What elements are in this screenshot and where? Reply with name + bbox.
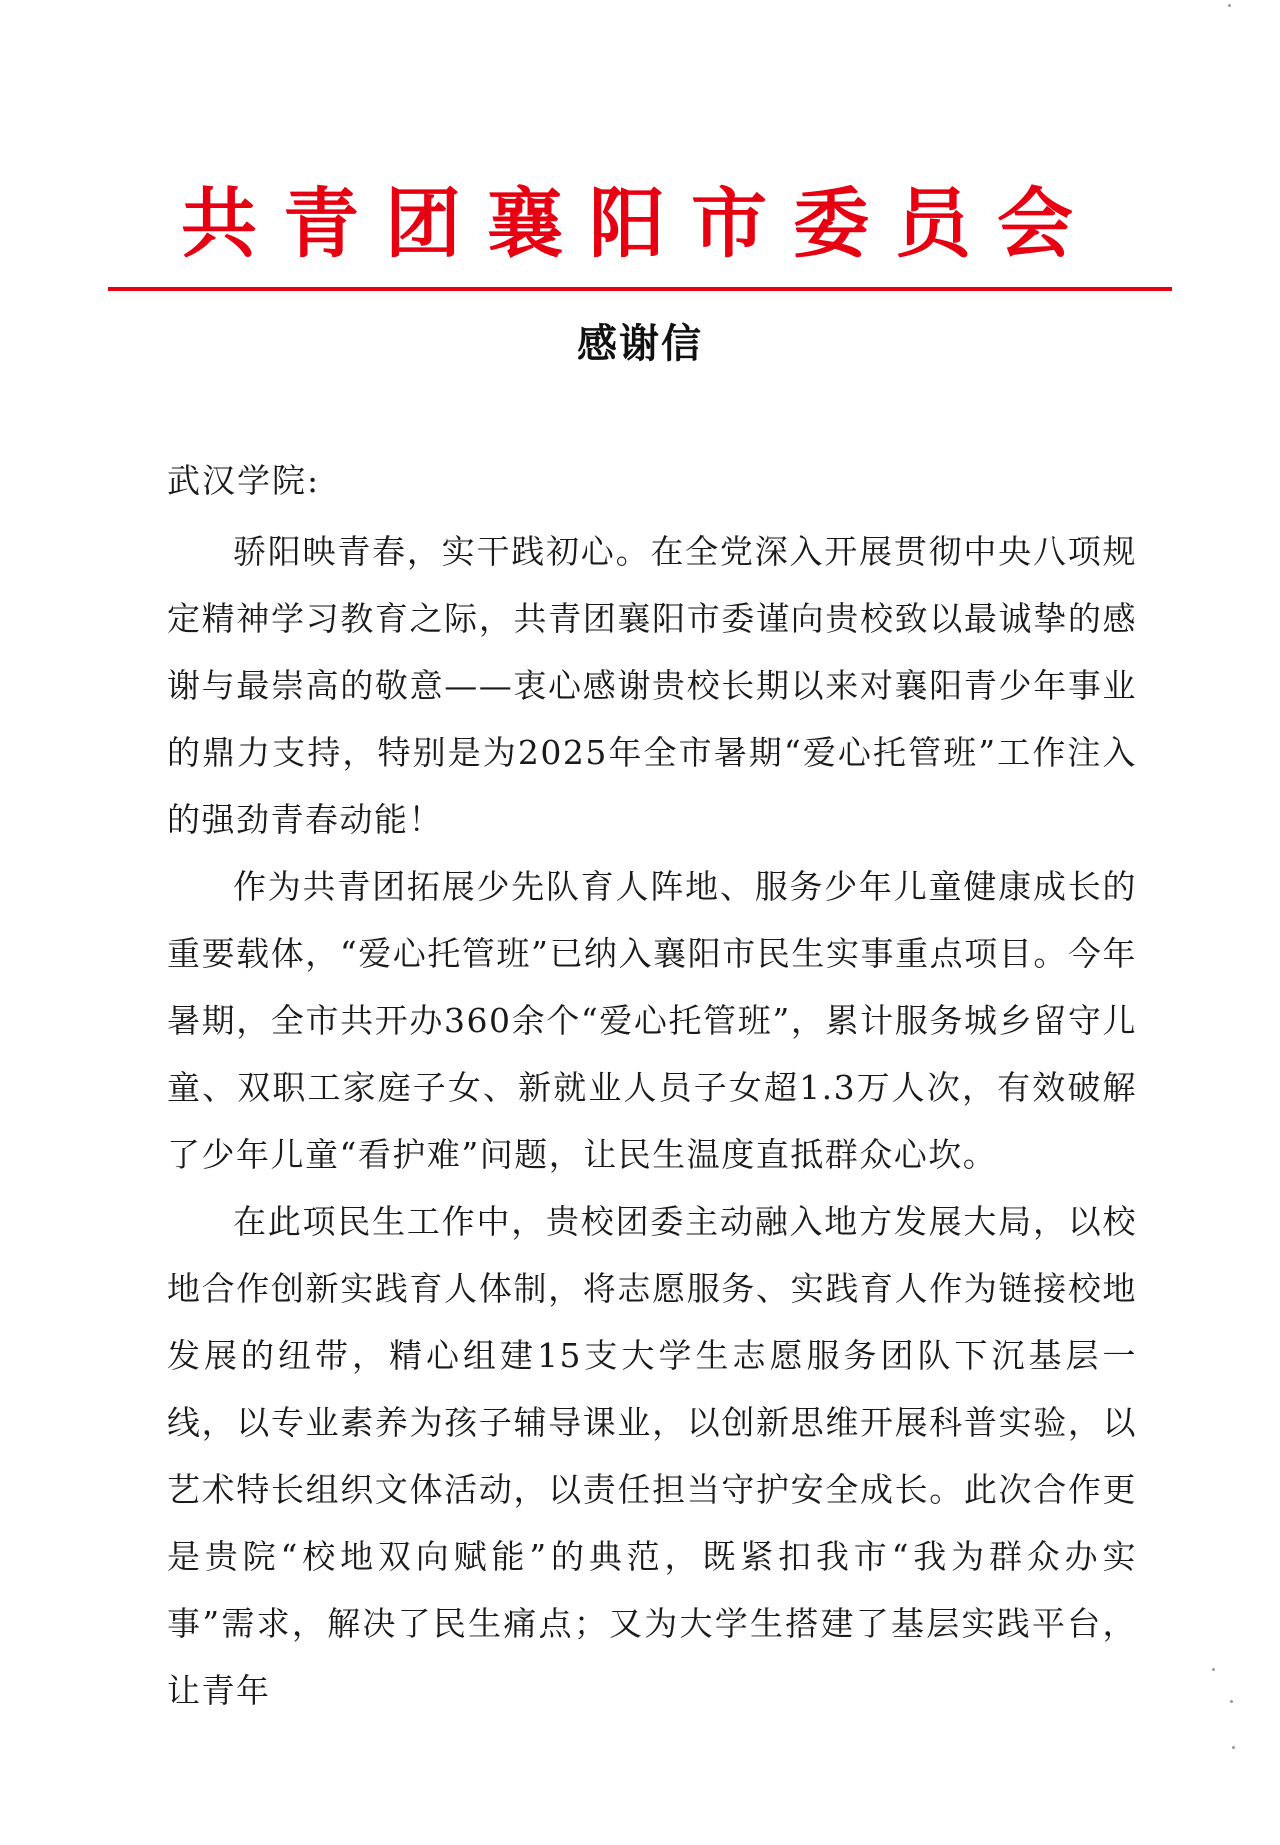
scan-speck (1232, 1746, 1235, 1749)
scan-speck (1230, 1700, 1233, 1703)
document-title: 感谢信 (577, 321, 703, 367)
salutation: 武汉学院: (167, 461, 321, 500)
letterhead-organization: 共青团襄阳市委员会 (181, 179, 1099, 268)
paragraph-1: 骄阳映青春，实干践初心。在全党深入开展贯彻中央八项规定精神学习教育之际，共青团襄阳市委谨向贵校致以最诚挚的感谢与最崇高的敬意——衷心感谢贵校长期以来对襄阳青少年事业的鼎力支持，特别是为2025年全市暑期“爱心托管班”工作注入的强劲青春动能！ (167, 532, 1137, 839)
scan-speck (1228, 4, 1231, 7)
paragraph-2: 作为共青团拓展少先队育人阵地、服务少年儿童健康成长的重要载体，“爱心托管班”已纳入襄阳市民生实事重点项目。今年暑期，全市共开办360余个“爱心托管班”，累计服务城乡留守儿童、双职工家庭子女、新就业人员子女超1.3万人次，有效破解了少年儿童“看护难”问题，让民生温度直抵群众心坎。 (167, 867, 1137, 1174)
paragraph-3: 在此项民生工作中，贵校团委主动融入地方发展大局，以校地合作创新实践育人体制，将志愿服务、实践育人作为链接校地发展的纽带，精心组建15支大学生志愿服务团队下沉基层一线，以专业素养为孩子辅导课业，以创新思维开展科普实验，以艺术特长组织文体活动，以责任担当守护安全成长。此次合作更是贵院“校地双向赋能”的典范，既紧扣我市“我为群众办实事”需求，解决了民生痛点；又为大学生搭建了基层实践平台，让青年 (167, 1202, 1137, 1710)
scan-speck (1212, 1668, 1215, 1671)
letter-body (167, 518, 1137, 1724)
letterhead-red-rule (108, 287, 1172, 291)
